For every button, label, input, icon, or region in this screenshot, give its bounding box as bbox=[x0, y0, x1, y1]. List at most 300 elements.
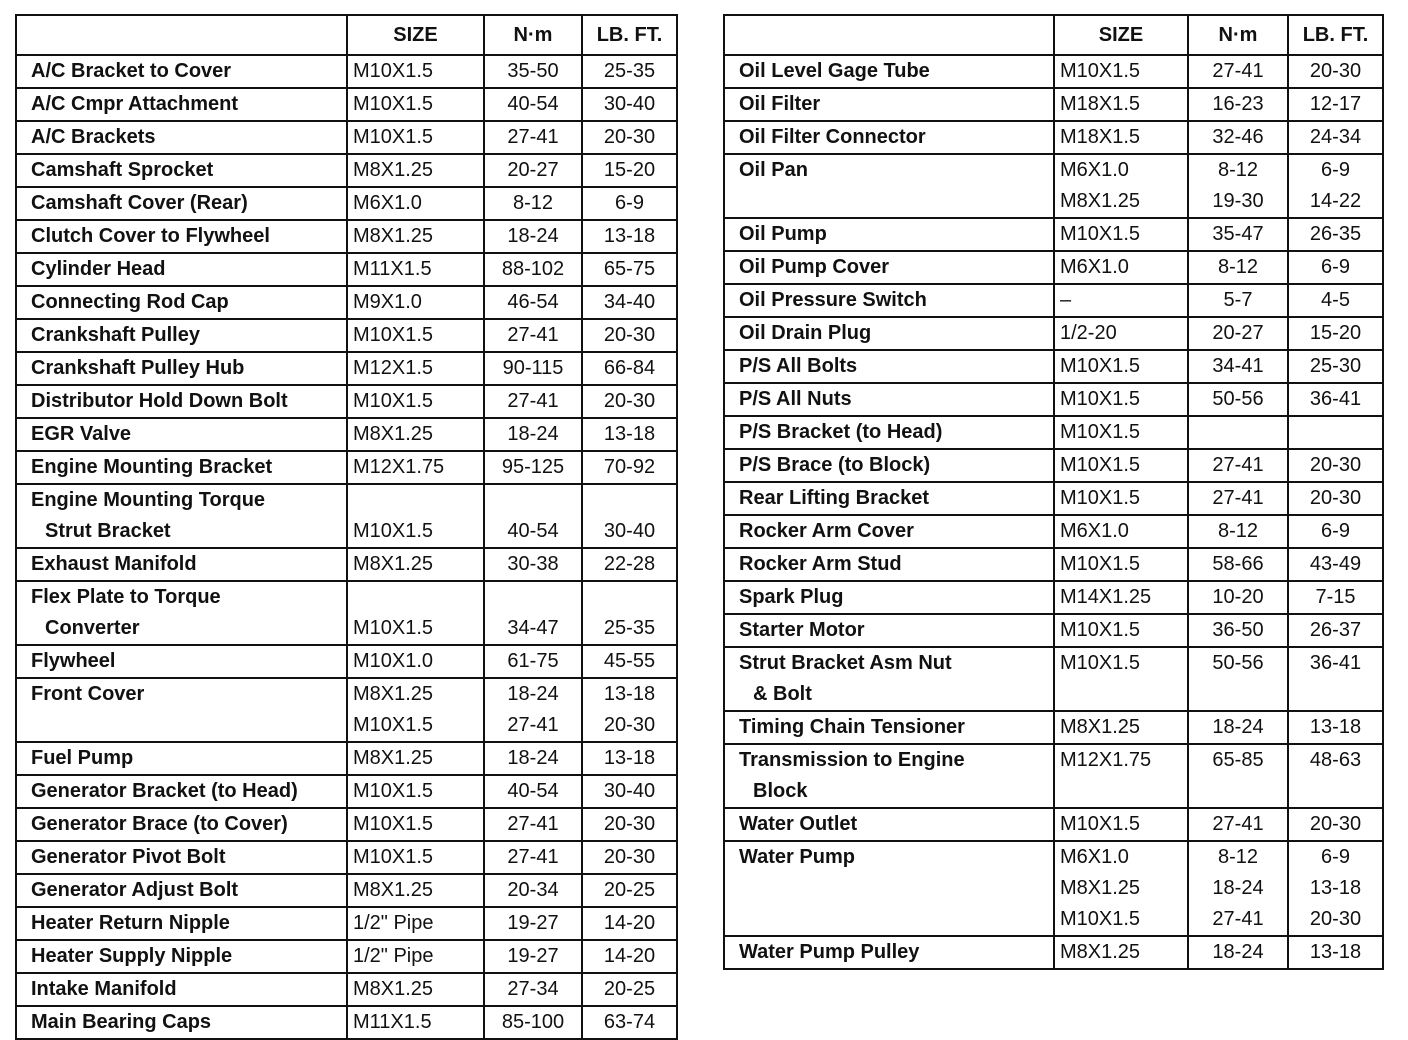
table-row bbox=[724, 744, 1383, 808]
size-cell bbox=[1054, 350, 1188, 383]
lbft-header: LB. FT. bbox=[1288, 15, 1383, 55]
nm-text: 8-12 bbox=[1217, 256, 1259, 278]
nm-text bbox=[490, 485, 576, 516]
lbft-text: 20-30 bbox=[1309, 487, 1362, 509]
table-row bbox=[16, 253, 677, 286]
item-cell bbox=[16, 319, 347, 352]
nm-cell bbox=[484, 88, 582, 121]
item-cell bbox=[16, 581, 347, 645]
nm-cell bbox=[1188, 548, 1288, 581]
nm-cell bbox=[1188, 581, 1288, 614]
size-text: M6X1.0 bbox=[1060, 256, 1129, 278]
nm-cell bbox=[484, 581, 582, 645]
item-cell bbox=[724, 936, 1054, 969]
nm-cell bbox=[484, 187, 582, 220]
table-row bbox=[16, 841, 677, 874]
lbft-text: 25-35 bbox=[603, 60, 656, 82]
size-text: M8X1.25 bbox=[1060, 877, 1141, 899]
nm-text: 27-41 bbox=[1212, 908, 1264, 930]
lbft-text: 36-41 bbox=[1309, 652, 1362, 674]
lbft-text: 13-18 bbox=[603, 747, 656, 769]
lbft-cell bbox=[1288, 744, 1383, 808]
nm-text: 65-85 bbox=[1212, 749, 1264, 771]
lbft-cell bbox=[582, 484, 677, 548]
lbft-text: 13-18 bbox=[603, 683, 656, 705]
table-row bbox=[16, 874, 677, 907]
size-cell bbox=[1054, 88, 1188, 121]
size-text: 1/2" Pipe bbox=[353, 945, 434, 967]
size-text: M8X1.25 bbox=[353, 747, 434, 769]
size-text: M10X1.5 bbox=[353, 714, 434, 736]
nm-text: 27-41 bbox=[1212, 60, 1264, 82]
nm-text: 27-41 bbox=[507, 813, 559, 835]
nm-text: 36-50 bbox=[1212, 619, 1264, 641]
size-cell bbox=[1054, 808, 1188, 841]
size-text: M12X1.75 bbox=[353, 456, 445, 478]
lbft-text: 20-25 bbox=[603, 978, 656, 1000]
size-text: M6X1.0 bbox=[1060, 846, 1129, 868]
nm-cell bbox=[484, 841, 582, 874]
nm-text bbox=[1194, 417, 1282, 448]
nm-cell bbox=[1188, 55, 1288, 88]
size-cell bbox=[347, 548, 484, 581]
table-row bbox=[16, 451, 677, 484]
item-text: Crankshaft Pulley bbox=[31, 324, 200, 346]
table-row bbox=[724, 350, 1383, 383]
item-cell bbox=[16, 678, 347, 742]
size-text: M6X1.0 bbox=[1060, 159, 1129, 181]
nm-text: 50-56 bbox=[1212, 652, 1264, 674]
lbft-cell bbox=[582, 645, 677, 678]
size-cell bbox=[347, 874, 484, 907]
left-table-body bbox=[16, 55, 677, 1039]
item-text: Main Bearing Caps bbox=[31, 1011, 212, 1033]
lbft-cell bbox=[582, 352, 677, 385]
lbft-cell bbox=[1288, 251, 1383, 284]
item-text: Starter Motor bbox=[739, 619, 865, 641]
table-row bbox=[16, 1006, 677, 1039]
nm-text bbox=[490, 582, 576, 613]
lbft-text: 7-15 bbox=[1315, 586, 1356, 608]
lbft-cell bbox=[582, 88, 677, 121]
item-text: Oil Pressure Switch bbox=[739, 289, 927, 311]
nm-text: 27-41 bbox=[1212, 813, 1264, 835]
item-text: Crankshaft Pulley Hub bbox=[31, 357, 245, 379]
nm-text: 58-66 bbox=[1212, 553, 1264, 575]
nm-cell bbox=[484, 548, 582, 581]
size-text: M6X1.0 bbox=[353, 192, 422, 214]
item-text: Engine Mounting Torque bbox=[31, 489, 266, 511]
nm-text: 20-27 bbox=[507, 159, 559, 181]
nm-text: 35-50 bbox=[507, 60, 559, 82]
item-cell bbox=[16, 286, 347, 319]
item-text: Front Cover bbox=[31, 683, 145, 705]
item-cell bbox=[724, 284, 1054, 317]
nm-text: 18-24 bbox=[507, 225, 559, 247]
size-text: M8X1.25 bbox=[1060, 941, 1141, 963]
nm-text: 27-41 bbox=[1212, 454, 1264, 476]
item-cell bbox=[724, 711, 1054, 744]
table-row bbox=[724, 121, 1383, 154]
lbft-cell bbox=[582, 385, 677, 418]
lbft-text: 20-30 bbox=[603, 390, 656, 412]
size-text: M14X1.25 bbox=[1060, 586, 1152, 608]
size-cell bbox=[347, 253, 484, 286]
nm-text: 16-23 bbox=[1212, 93, 1264, 115]
table-row bbox=[724, 581, 1383, 614]
item-text: EGR Valve bbox=[31, 423, 132, 445]
lbft-cell bbox=[1288, 121, 1383, 154]
lbft-text: 15-20 bbox=[1309, 322, 1362, 344]
item-cell bbox=[16, 742, 347, 775]
table-row bbox=[16, 319, 677, 352]
size-cell bbox=[1054, 744, 1188, 808]
size-cell bbox=[347, 775, 484, 808]
nm-cell bbox=[484, 940, 582, 973]
size-text: M10X1.5 bbox=[1060, 454, 1141, 476]
size-cell bbox=[347, 808, 484, 841]
table-row bbox=[16, 220, 677, 253]
nm-cell bbox=[1188, 88, 1288, 121]
table-row bbox=[724, 548, 1383, 581]
size-header: SIZE bbox=[347, 15, 484, 55]
nm-cell bbox=[484, 645, 582, 678]
lbft-cell bbox=[582, 1006, 677, 1039]
lbft-cell bbox=[582, 418, 677, 451]
size-text: – bbox=[1060, 289, 1072, 311]
item-text: Fuel Pump bbox=[31, 747, 134, 769]
nm-cell bbox=[484, 154, 582, 187]
lbft-cell bbox=[1288, 614, 1383, 647]
lbft-text bbox=[588, 485, 671, 516]
item-text: Heater Return Nipple bbox=[31, 912, 230, 934]
lbft-text: 65-75 bbox=[603, 258, 656, 280]
lbft-cell bbox=[1288, 88, 1383, 121]
item-header bbox=[724, 15, 1054, 55]
lbft-cell bbox=[1288, 350, 1383, 383]
lbft-text: 15-20 bbox=[603, 159, 656, 181]
item-cell bbox=[724, 383, 1054, 416]
table-row bbox=[724, 808, 1383, 841]
lbft-cell bbox=[1288, 581, 1383, 614]
size-text: M10X1.5 bbox=[1060, 619, 1141, 641]
nm-text: 85-100 bbox=[501, 1011, 565, 1033]
nm-text: 34-41 bbox=[1212, 355, 1264, 377]
nm-cell bbox=[484, 742, 582, 775]
lbft-cell bbox=[1288, 808, 1383, 841]
table-row bbox=[16, 808, 677, 841]
lbft-text bbox=[588, 582, 671, 613]
size-text: M12X1.5 bbox=[353, 357, 434, 379]
lbft-cell bbox=[582, 742, 677, 775]
size-cell bbox=[1054, 218, 1188, 251]
item-header bbox=[16, 15, 347, 55]
lbft-text bbox=[1294, 679, 1377, 710]
lbft-cell bbox=[1288, 284, 1383, 317]
table-row bbox=[16, 645, 677, 678]
item-cell bbox=[16, 121, 347, 154]
lbft-cell bbox=[582, 973, 677, 1006]
item-text: Distributor Hold Down Bolt bbox=[31, 390, 288, 412]
item-text: Heater Supply Nipple bbox=[31, 945, 233, 967]
nm-text: 20-34 bbox=[507, 879, 559, 901]
nm-cell bbox=[1188, 284, 1288, 317]
size-header: SIZE bbox=[1054, 15, 1188, 55]
size-cell bbox=[347, 319, 484, 352]
size-cell bbox=[1054, 449, 1188, 482]
lbft-text: 14-22 bbox=[1309, 190, 1362, 212]
size-text bbox=[1060, 776, 1182, 807]
nm-text: 35-47 bbox=[1212, 223, 1264, 245]
lbft-text: 6-9 bbox=[1321, 846, 1350, 868]
nm-cell bbox=[484, 253, 582, 286]
lbft-cell bbox=[1288, 482, 1383, 515]
item-cell bbox=[16, 220, 347, 253]
lbft-cell bbox=[582, 874, 677, 907]
lbft-text: 13-18 bbox=[1309, 941, 1362, 963]
item-text: A/C Cmpr Attachment bbox=[31, 93, 239, 115]
nm-cell bbox=[1188, 383, 1288, 416]
item-text: Rocker Arm Cover bbox=[739, 520, 914, 542]
table-row bbox=[16, 352, 677, 385]
item-cell bbox=[724, 251, 1054, 284]
item-cell bbox=[16, 973, 347, 1006]
header-row bbox=[724, 15, 1383, 55]
nm-text: 27-41 bbox=[507, 390, 559, 412]
size-cell bbox=[347, 1006, 484, 1039]
size-cell bbox=[1054, 647, 1188, 711]
size-cell bbox=[1054, 936, 1188, 969]
size-cell bbox=[1054, 581, 1188, 614]
table-row bbox=[16, 55, 677, 88]
nm-cell bbox=[1188, 808, 1288, 841]
size-cell bbox=[347, 352, 484, 385]
item-text: Strut Bracket bbox=[45, 520, 171, 542]
nm-text: 5-7 bbox=[1223, 289, 1253, 311]
nm-text: 19-30 bbox=[1212, 190, 1264, 212]
item-cell bbox=[724, 416, 1054, 449]
lbft-text bbox=[1294, 417, 1377, 448]
size-text: M10X1.5 bbox=[353, 780, 434, 802]
table-row bbox=[724, 383, 1383, 416]
table-row bbox=[16, 187, 677, 220]
nm-text: 30-38 bbox=[507, 553, 559, 575]
item-text: Water Pump bbox=[739, 846, 855, 868]
nm-cell bbox=[1188, 121, 1288, 154]
lbft-text: 20-30 bbox=[603, 714, 656, 736]
lbft-text: 6-9 bbox=[615, 192, 644, 214]
lbft-cell bbox=[582, 55, 677, 88]
lbft-text: 14-20 bbox=[603, 945, 656, 967]
nm-text bbox=[1194, 776, 1282, 807]
lbft-cell bbox=[582, 808, 677, 841]
lbft-text: 14-20 bbox=[603, 912, 656, 934]
size-text: M8X1.25 bbox=[353, 879, 434, 901]
size-text bbox=[353, 485, 478, 516]
lbft-cell bbox=[1288, 711, 1383, 744]
table-row bbox=[16, 940, 677, 973]
table-row bbox=[724, 218, 1383, 251]
item-cell bbox=[724, 317, 1054, 350]
lbft-cell bbox=[582, 154, 677, 187]
lbft-text: 12-17 bbox=[1309, 93, 1362, 115]
size-text: M8X1.25 bbox=[1060, 716, 1141, 738]
nm-text: 18-24 bbox=[507, 683, 559, 705]
item-text: Timing Chain Tensioner bbox=[739, 716, 965, 738]
nm-cell bbox=[1188, 841, 1288, 936]
size-cell bbox=[347, 187, 484, 220]
item-cell bbox=[16, 55, 347, 88]
lbft-text: 30-40 bbox=[603, 520, 656, 542]
nm-cell bbox=[1188, 251, 1288, 284]
table-row bbox=[724, 416, 1383, 449]
size-text: M10X1.5 bbox=[353, 846, 434, 868]
size-cell bbox=[1054, 317, 1188, 350]
lbft-text: 30-40 bbox=[603, 780, 656, 802]
size-text: M10X1.5 bbox=[1060, 223, 1141, 245]
item-text: Exhaust Manifold bbox=[31, 553, 197, 575]
nm-text: 88-102 bbox=[501, 258, 565, 280]
nm-cell bbox=[484, 808, 582, 841]
item-cell bbox=[724, 482, 1054, 515]
item-cell bbox=[16, 907, 347, 940]
lbft-text: 6-9 bbox=[1321, 159, 1350, 181]
size-text: M10X1.5 bbox=[353, 520, 434, 542]
size-text: M10X1.5 bbox=[1060, 60, 1141, 82]
lbft-cell bbox=[582, 253, 677, 286]
item-text: Camshaft Cover (Rear) bbox=[31, 192, 248, 214]
nm-cell bbox=[484, 418, 582, 451]
nm-cell bbox=[1188, 711, 1288, 744]
item-text: Spark Plug bbox=[739, 586, 844, 608]
size-cell bbox=[1054, 121, 1188, 154]
lbft-text: 45-55 bbox=[603, 650, 656, 672]
torque-table-left bbox=[15, 14, 678, 1040]
lbft-cell bbox=[582, 841, 677, 874]
nm-text: 18-24 bbox=[1212, 716, 1264, 738]
lbft-cell bbox=[582, 286, 677, 319]
item-text: Generator Brace (to Cover) bbox=[31, 813, 288, 835]
lbft-text: 26-35 bbox=[1309, 223, 1362, 245]
size-text: M10X1.5 bbox=[353, 126, 434, 148]
size-cell bbox=[347, 286, 484, 319]
item-text: Connecting Rod Cap bbox=[31, 291, 229, 313]
item-text: Camshaft Sprocket bbox=[31, 159, 214, 181]
item-text: A/C Bracket to Cover bbox=[31, 60, 232, 82]
item-cell bbox=[724, 154, 1054, 218]
size-text: M8X1.25 bbox=[353, 225, 434, 247]
lbft-cell bbox=[1288, 936, 1383, 969]
nm-cell bbox=[484, 319, 582, 352]
size-text: M18X1.5 bbox=[1060, 126, 1141, 148]
nm-cell bbox=[484, 121, 582, 154]
lbft-text: 48-63 bbox=[1309, 749, 1362, 771]
lbft-text: 24-34 bbox=[1309, 126, 1362, 148]
size-cell bbox=[1054, 711, 1188, 744]
item-text: P/S All Bolts bbox=[739, 355, 858, 377]
lbft-header: LB. FT. bbox=[582, 15, 677, 55]
size-text: M10X1.5 bbox=[353, 813, 434, 835]
nm-text: 10-20 bbox=[1212, 586, 1264, 608]
item-cell bbox=[724, 350, 1054, 383]
item-cell bbox=[724, 841, 1054, 936]
nm-text: 8-12 bbox=[1217, 846, 1259, 868]
size-text: M10X1.5 bbox=[1060, 355, 1141, 377]
size-cell bbox=[1054, 55, 1188, 88]
size-text: M9X1.0 bbox=[353, 291, 422, 313]
lbft-cell bbox=[582, 940, 677, 973]
item-cell bbox=[16, 253, 347, 286]
table-row bbox=[16, 775, 677, 808]
table-row bbox=[724, 711, 1383, 744]
table-row bbox=[724, 251, 1383, 284]
lbft-text: 20-30 bbox=[603, 324, 656, 346]
lbft-text: 13-18 bbox=[603, 423, 656, 445]
table-row bbox=[724, 614, 1383, 647]
lbft-cell bbox=[582, 319, 677, 352]
item-text: P/S All Nuts bbox=[739, 388, 852, 410]
lbft-text: 25-30 bbox=[1309, 355, 1362, 377]
lbft-cell bbox=[1288, 317, 1383, 350]
table-row bbox=[724, 482, 1383, 515]
size-cell bbox=[1054, 416, 1188, 449]
item-cell bbox=[724, 88, 1054, 121]
size-cell bbox=[1054, 515, 1188, 548]
item-text: Engine Mounting Bracket bbox=[31, 456, 273, 478]
lbft-text: 34-40 bbox=[603, 291, 656, 313]
item-text: Water Pump Pulley bbox=[739, 941, 920, 963]
size-text: M10X1.5 bbox=[353, 390, 434, 412]
lbft-text: 22-28 bbox=[603, 553, 656, 575]
size-text: M10X1.5 bbox=[353, 617, 434, 639]
item-text: Oil Filter bbox=[739, 93, 821, 115]
nm-cell bbox=[1188, 317, 1288, 350]
item-text: Oil Pan bbox=[739, 159, 808, 181]
nm-text: 27-41 bbox=[507, 126, 559, 148]
lbft-text bbox=[1294, 776, 1377, 807]
size-text: M8X1.25 bbox=[353, 423, 434, 445]
item-cell bbox=[724, 515, 1054, 548]
nm-text: 27-41 bbox=[507, 324, 559, 346]
lbft-text: 13-18 bbox=[1309, 716, 1362, 738]
item-text: Generator Adjust Bolt bbox=[31, 879, 239, 901]
size-text: M10X1.5 bbox=[353, 93, 434, 115]
nm-cell bbox=[1188, 449, 1288, 482]
item-text: Clutch Cover to Flywheel bbox=[31, 225, 270, 247]
table-row bbox=[16, 907, 677, 940]
lbft-text: 20-25 bbox=[603, 879, 656, 901]
lbft-text: 4-5 bbox=[1321, 289, 1350, 311]
nm-text: 27-41 bbox=[507, 846, 559, 868]
nm-cell bbox=[484, 907, 582, 940]
table-row bbox=[16, 678, 677, 742]
nm-cell bbox=[1188, 416, 1288, 449]
lbft-cell bbox=[582, 581, 677, 645]
item-cell bbox=[16, 451, 347, 484]
item-text: Transmission to Engine bbox=[739, 749, 965, 771]
size-cell bbox=[347, 451, 484, 484]
lbft-text: 13-18 bbox=[1309, 877, 1362, 899]
size-text: M11X1.5 bbox=[353, 1011, 432, 1033]
nm-text: 18-24 bbox=[507, 423, 559, 445]
item-text: Intake Manifold bbox=[31, 978, 177, 1000]
lbft-cell bbox=[582, 907, 677, 940]
item-cell bbox=[16, 874, 347, 907]
nm-text: 61-75 bbox=[507, 650, 559, 672]
lbft-cell bbox=[1288, 548, 1383, 581]
nm-cell bbox=[484, 451, 582, 484]
size-text: M8X1.25 bbox=[353, 683, 434, 705]
